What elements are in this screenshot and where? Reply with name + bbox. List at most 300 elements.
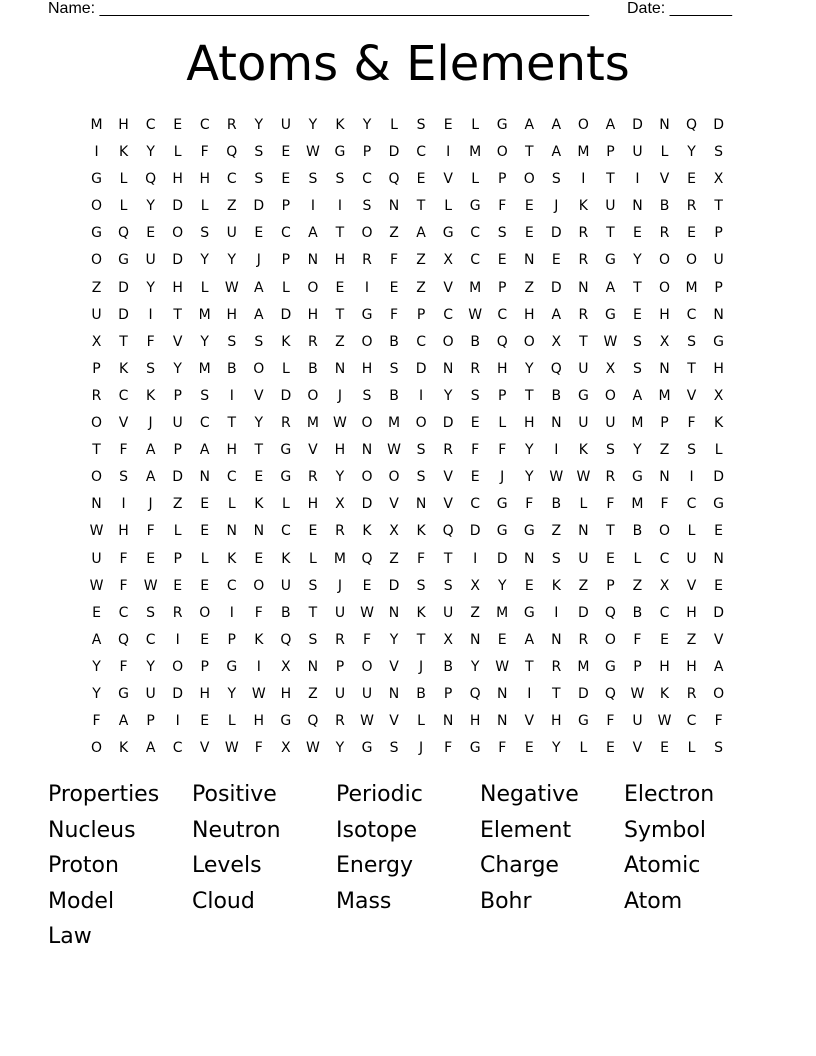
grid-letter: Z (416, 252, 426, 269)
grid-letter: I (635, 171, 640, 188)
grid-letter: L (498, 415, 507, 432)
grid-letter: X (713, 387, 724, 404)
grid-letter: C (145, 117, 156, 133)
grid-letter: B (416, 685, 426, 702)
grid-row (83, 736, 732, 763)
grid-letter: Z (578, 577, 589, 594)
grid-letter: T (119, 333, 128, 350)
grid-letter: N (659, 117, 670, 133)
grid-letter: Z (524, 279, 535, 296)
grid-letter: U (334, 685, 346, 702)
grid-letter: D (713, 469, 724, 486)
grid-letter: S (605, 442, 615, 459)
grid-letter: L (660, 144, 669, 161)
grid-letter: R (578, 631, 589, 648)
grid-letter: H (118, 117, 129, 133)
grid-letter: Z (91, 279, 102, 296)
grid-letter: H (280, 685, 292, 702)
word-list (48, 779, 768, 957)
grid-letter: G (713, 496, 725, 513)
grid-letter: S (335, 171, 345, 188)
grid-letter: D (469, 523, 481, 540)
grid-letter: Y (92, 685, 101, 702)
grid-letter: O (523, 171, 535, 188)
grid-letter: B (551, 496, 562, 513)
grid-letter: A (551, 117, 562, 133)
grid-letter: X (551, 333, 562, 350)
grid-letter: E (389, 279, 399, 296)
grid-letter: B (470, 333, 480, 350)
grid-letter: O (604, 387, 616, 404)
grid-letter: N (524, 550, 535, 567)
grid-letter: M (333, 550, 346, 567)
grid-letter: G (523, 523, 535, 540)
grid-letter: S (254, 144, 264, 161)
grid-letter: S (227, 333, 237, 350)
grid-letter: E (335, 279, 345, 296)
grid-letter: M (198, 360, 211, 377)
grid-letter: K (416, 523, 426, 540)
grid-letter: W (305, 144, 320, 161)
grid-letter: L (579, 740, 588, 757)
grid-letter: T (633, 279, 642, 296)
grid-letter: Q (226, 144, 238, 161)
name-line: Name: _______________________________________________________ (48, 0, 589, 17)
grid-letter: Z (335, 333, 345, 350)
grid-letter: G (496, 496, 508, 513)
grid-letter: O (496, 144, 508, 161)
grid-letter: F (417, 550, 426, 567)
grid-letter: R (686, 198, 697, 215)
grid-letter: H (659, 658, 670, 675)
grid-letter: O (361, 658, 373, 675)
grid-letter: W (305, 740, 320, 757)
grid-letter: O (713, 685, 725, 702)
grid-letter: E (660, 740, 669, 757)
grid-letter: Y (633, 442, 642, 459)
grid-letter: T (335, 306, 345, 323)
grid-letter: A (254, 306, 264, 323)
grid-letter: C (416, 144, 426, 161)
grid-letter: P (660, 415, 669, 432)
grid-letter: Y (335, 469, 345, 486)
grid-letter: G (280, 442, 292, 459)
grid-letter: G (118, 685, 129, 702)
grid-letter: O (199, 604, 211, 621)
grid-letter: S (551, 550, 561, 567)
grid-letter: A (416, 225, 426, 242)
grid-letter: V (659, 171, 670, 188)
grid-letter: P (443, 685, 453, 702)
grid-letter: A (551, 306, 562, 323)
grid-letter: U (91, 306, 102, 323)
grid-letter: L (227, 713, 236, 730)
grid-letter: E (633, 225, 642, 242)
word-list-item: Bohr (480, 888, 532, 914)
page-title: Atoms & Elements (186, 36, 630, 92)
grid-letter: Q (550, 360, 562, 377)
grid-letter: O (307, 279, 319, 296)
grid-letter: H (496, 360, 508, 377)
grid-letter: R (686, 685, 697, 702)
grid-letter: T (687, 360, 696, 377)
grid-letter: D (388, 144, 400, 161)
grid-row (83, 492, 732, 519)
grid-letter: E (497, 252, 507, 269)
grid-letter: O (415, 415, 427, 432)
grid-letter: Z (686, 631, 697, 648)
grid-letter: T (308, 604, 318, 621)
grid-letter: Y (552, 740, 561, 757)
grid-letter: E (660, 631, 669, 648)
grid-letter: V (389, 658, 399, 675)
grid-letter: I (689, 469, 694, 486)
word-list-item: Nucleus (48, 817, 136, 843)
grid-letter: U (172, 415, 183, 432)
grid-letter: T (714, 198, 723, 215)
grid-letter: H (307, 306, 319, 323)
grid-letter: E (281, 144, 291, 161)
word-list-item: Isotope (336, 817, 417, 843)
grid-letter: O (91, 198, 103, 215)
grid-letter: E (200, 713, 210, 730)
grid-letter: F (119, 442, 128, 459)
grid-letter: E (416, 171, 426, 188)
grid-letter: O (361, 225, 373, 242)
grid-row (83, 167, 732, 194)
grid-letter: S (146, 360, 156, 377)
grid-letter: W (224, 740, 239, 757)
grid-letter: K (146, 387, 156, 404)
grid-letter: P (362, 144, 372, 161)
grid-letter: Q (604, 604, 616, 621)
grid-letter: E (281, 171, 291, 188)
grid-letter: O (658, 279, 671, 296)
grid-letter: N (442, 713, 454, 730)
grid-letter: K (551, 577, 561, 594)
word-list-item: Energy (336, 853, 414, 879)
grid-letter: S (416, 117, 426, 133)
grid-letter: H (469, 713, 481, 730)
grid-letter: V (118, 415, 129, 432)
grid-letter: L (281, 360, 290, 377)
grid-letter: B (389, 333, 399, 350)
grid-letter: H (551, 713, 562, 730)
grid-letter: A (254, 279, 264, 296)
grid-letter: E (200, 523, 210, 540)
grid-letter: Y (335, 740, 345, 757)
grid-letter: A (713, 658, 724, 675)
grid-letter: G (713, 333, 725, 350)
grid-letter: Q (118, 631, 130, 648)
grid-letter: K (254, 496, 264, 513)
grid-row (83, 194, 732, 221)
grid-letter: T (254, 442, 264, 459)
grid-row (83, 709, 732, 736)
word-list-item: Proton (48, 853, 119, 879)
grid-letter: A (91, 631, 102, 648)
grid-letter: N (415, 496, 427, 513)
grid-letter: C (470, 496, 481, 513)
grid-letter: G (226, 658, 238, 675)
grid-letter: U (280, 117, 291, 133)
grid-letter: S (416, 469, 426, 486)
grid-letter: G (280, 469, 292, 486)
grid-letter: Q (388, 171, 400, 188)
word-list-item: Properties (48, 782, 160, 807)
grid-letter: P (498, 387, 507, 404)
grid-letter: L (119, 171, 128, 188)
grid-letter: D (713, 604, 724, 621)
grid-letter: I (419, 387, 424, 404)
grid-letter: E (146, 550, 156, 567)
grid-letter: B (389, 387, 399, 404)
grid-letter: T (173, 306, 182, 323)
grid-letter: H (524, 306, 535, 323)
grid-letter: V (389, 496, 399, 513)
grid-letter: T (524, 658, 534, 675)
word-list-item: Symbol (624, 817, 706, 843)
grid-letter: O (604, 631, 616, 648)
word-list-item: Cloud (192, 888, 255, 914)
grid-letter: I (337, 198, 343, 215)
grid-letter: P (714, 279, 723, 296)
grid-letter: P (606, 144, 615, 161)
grid-letter: C (686, 713, 697, 730)
grid-letter: D (550, 279, 562, 296)
grid-letter: Q (307, 713, 319, 730)
grid-letter: K (227, 550, 237, 567)
grid-letter: V (172, 333, 183, 350)
grid-letter: Z (308, 685, 318, 702)
grid-letter: A (632, 387, 643, 404)
grid-letter: N (253, 523, 265, 540)
grid-letter: H (524, 415, 535, 432)
grid-letter: C (686, 496, 697, 513)
grid-letter: S (633, 360, 642, 377)
grid-letter: J (419, 658, 424, 675)
grid-letter: H (199, 171, 210, 188)
grid-letter: B (632, 523, 643, 540)
grid-letter: K (578, 442, 588, 459)
grid-letter: W (603, 333, 618, 350)
grid-letter: G (632, 469, 643, 486)
grid-letter: I (310, 198, 315, 215)
grid-letter: P (200, 658, 209, 675)
grid-letter: L (687, 740, 696, 757)
grid-letter: B (308, 360, 318, 377)
grid-letter: T (606, 523, 615, 540)
grid-letter: F (606, 496, 615, 513)
grid-letter: F (471, 442, 480, 459)
grid-letter: Y (633, 252, 642, 269)
grid-letter: E (605, 550, 615, 567)
grid-letter: O (172, 658, 184, 675)
word-list-item: Negative (480, 782, 579, 807)
grid-letter: G (334, 144, 346, 161)
grid-letter: T (606, 171, 615, 188)
grid-letter: V (443, 171, 453, 188)
grid-letter: P (173, 387, 182, 404)
grid-letter: F (633, 631, 642, 648)
grid-letter: A (145, 740, 156, 757)
grid-letter: G (469, 740, 481, 757)
grid-letter: J (500, 469, 505, 486)
grid-letter: D (280, 387, 292, 404)
grid-letter: R (578, 225, 589, 242)
grid-letter: X (443, 631, 453, 648)
grid-letter: D (253, 198, 265, 215)
grid-letter: Z (226, 198, 237, 215)
grid-letter: P (173, 550, 182, 567)
grid-letter: E (497, 631, 507, 648)
grid-letter: V (443, 496, 453, 513)
grid-letter: X (605, 360, 616, 377)
grid-letter: Y (146, 198, 155, 215)
grid-letter: M (387, 415, 401, 432)
grid-letter: N (632, 198, 643, 215)
grid-letter: E (254, 550, 264, 567)
grid-letter: W (576, 469, 591, 486)
grid-row (83, 113, 732, 140)
grid-letter: N (578, 279, 589, 296)
grid-letter: X (281, 658, 291, 675)
grid-row (83, 357, 732, 384)
grid-letter: T (335, 225, 345, 242)
grid-letter: E (200, 577, 210, 594)
grid-letter: S (389, 360, 399, 377)
grid-letter: W (630, 685, 645, 702)
grid-letter: N (496, 685, 508, 702)
grid-letter: C (118, 604, 129, 621)
grid-letter: H (226, 442, 238, 459)
grid-row (83, 519, 732, 546)
grid-letter: I (554, 604, 559, 621)
grid-letter: E (200, 631, 210, 648)
grid-letter: R (335, 523, 345, 540)
grid-letter: Y (227, 252, 237, 269)
grid-letter: M (577, 658, 590, 675)
grid-letter: M (577, 144, 590, 161)
grid-letter: B (659, 198, 670, 215)
grid-letter: T (443, 550, 453, 567)
grid-letter: Q (469, 685, 481, 702)
grid-letter: U (713, 252, 724, 269)
grid-letter: C (659, 604, 670, 621)
grid-letter: P (633, 658, 642, 675)
grid-letter: F (254, 604, 263, 621)
grid-letter: W (657, 713, 672, 730)
grid-letter: S (633, 333, 642, 350)
grid-letter: F (362, 631, 372, 648)
grid-letter: O (91, 469, 103, 486)
grid-letter: R (551, 658, 562, 675)
grid-letter: B (281, 604, 291, 621)
grid-letter: M (496, 604, 509, 621)
grid-letter: Z (659, 442, 670, 459)
grid-letter: C (659, 550, 670, 567)
grid-letter: Z (632, 577, 643, 594)
grid-letter: M (469, 279, 482, 296)
grid-letter: Y (524, 442, 534, 459)
grid-letter: T (606, 225, 615, 242)
grid-letter: Z (389, 550, 399, 567)
grid-letter: O (577, 117, 589, 133)
grid-letter: K (281, 333, 291, 350)
grid-letter: G (91, 171, 102, 188)
grid-row (83, 682, 732, 709)
grid-letter: I (364, 279, 370, 296)
grid-letter: A (199, 442, 210, 459)
grid-letter: O (91, 415, 103, 432)
grid-letter: C (497, 306, 508, 323)
grid-letter: P (173, 442, 182, 459)
grid-letter: X (281, 740, 291, 757)
grid-letter: H (334, 442, 346, 459)
grid-letter: N (551, 415, 562, 432)
grid-letter: D (442, 415, 454, 432)
grid-letter: D (172, 198, 184, 215)
grid-letter: U (632, 713, 643, 730)
grid-letter: L (687, 523, 696, 540)
grid-letter: E (470, 469, 480, 486)
grid-letter: C (362, 171, 372, 188)
grid-letter: E (551, 252, 561, 269)
grid-letter: N (578, 523, 589, 540)
grid-letter: G (91, 225, 102, 242)
grid-letter: F (119, 550, 128, 567)
grid-letter: O (523, 333, 535, 350)
grid-letter: Y (524, 469, 534, 486)
grid-row (83, 628, 732, 655)
grid-letter: C (199, 117, 210, 133)
grid-letter: U (226, 225, 237, 242)
grid-letter: T (416, 198, 426, 215)
grid-letter: Y (362, 117, 372, 133)
grid-letter: C (280, 523, 291, 540)
grid-letter: D (713, 117, 724, 133)
grid-letter: N (334, 360, 346, 377)
grid-letter: A (524, 117, 535, 133)
grid-letter: A (145, 469, 156, 486)
grid-letter: W (143, 577, 158, 594)
grid-letter: P (498, 279, 507, 296)
grid-letter: P (606, 577, 615, 594)
grid-letter: N (388, 604, 400, 621)
grid-letter: W (89, 577, 104, 594)
grid-letter: D (577, 685, 589, 702)
grid-row (83, 411, 732, 438)
grid-letter: U (632, 144, 643, 161)
grid-letter: G (496, 117, 508, 133)
grid-letter: L (281, 279, 290, 296)
grid-letter: F (92, 713, 101, 730)
grid-letter: L (308, 550, 317, 567)
grid-letter: G (604, 252, 616, 269)
grid-letter: R (605, 469, 616, 486)
grid-letter: U (91, 550, 102, 567)
grid-letter: M (685, 279, 698, 296)
grid-letter: Y (389, 631, 399, 648)
grid-row (83, 601, 732, 628)
grid-letter: C (226, 577, 237, 594)
grid-letter: G (604, 306, 616, 323)
word-list-item: Mass (336, 888, 392, 914)
grid-letter: G (604, 658, 616, 675)
grid-letter: B (632, 604, 643, 621)
grid-letter: F (146, 333, 155, 350)
grid-letter: T (227, 415, 237, 432)
